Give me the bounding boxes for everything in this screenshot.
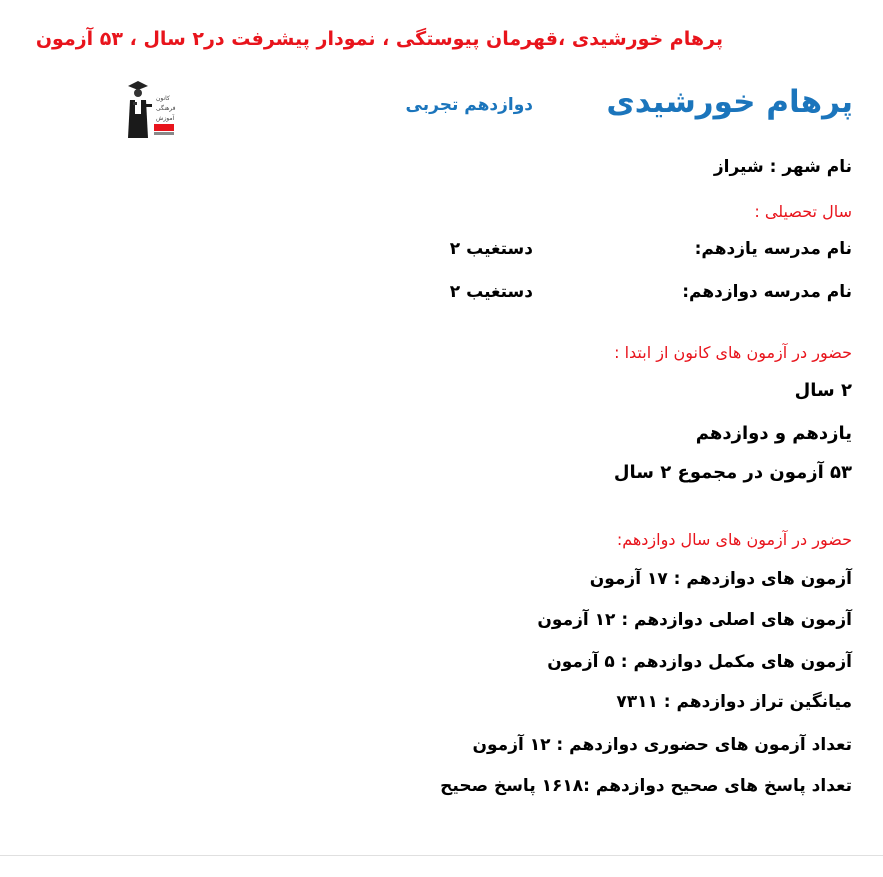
school-11-label: نام مدرسه یازدهم: — [694, 239, 852, 259]
svg-text:آموزش: آموزش — [156, 115, 175, 122]
svg-text:کانون: کانون — [156, 95, 170, 102]
page-bottom-divider — [0, 855, 883, 856]
attendance-12-line: تعداد پاسخ های صحیح دوازدهم :۱۶۱۸ پاسخ صحیح — [440, 776, 852, 796]
student-grade: دوازدهم تجربی — [405, 95, 533, 115]
school-12-value: دستغیب ۲ — [449, 282, 533, 302]
school-12-label: نام مدرسه دوازدهم: — [682, 282, 852, 302]
attendance-total-label: حضور در آزمون های کانون از ابتدا : — [614, 343, 852, 362]
attendance-12-line: آزمون های اصلی دوازدهم : ۱۲ آزمون — [537, 610, 852, 630]
attendance-12-line: آزمون های دوازدهم : ۱۷ آزمون — [589, 569, 852, 589]
kanoon-logo — [126, 78, 176, 140]
page-header-title: پرهام خورشیدی ،قهرمان پیوستگی ، نمودار پیشرفت در۲ سال ، ۵۳ آزمون — [35, 28, 723, 50]
attendance-12-line: آزمون های مکمل دوازدهم : ۵ آزمون — [547, 652, 852, 672]
attendance-years: ۲ سال — [794, 380, 852, 401]
attendance-grades: یازدهم و دوازدهم — [695, 423, 852, 444]
attendance-count: ۵۳ آزمون در مجموع ۲ سال — [613, 462, 852, 483]
school-11-value: دستغیب ۲ — [449, 239, 533, 259]
student-name: پرهام خورشیدی — [606, 84, 853, 120]
academic-year-label: سال تحصیلی : — [754, 202, 852, 221]
attendance-12-label: حضور در آزمون های سال دوازدهم: — [616, 530, 852, 549]
city-line: نام شهر : شیراز — [713, 157, 852, 177]
graduate-logo-icon — [126, 78, 176, 140]
attendance-12-line: میانگین تراز دوازدهم : ۷۳۱۱ — [616, 692, 852, 712]
svg-text:فرهنگی: فرهنگی — [156, 105, 176, 112]
attendance-12-line: تعداد آزمون های حضوری دوازدهم : ۱۲ آزمون — [472, 735, 852, 755]
